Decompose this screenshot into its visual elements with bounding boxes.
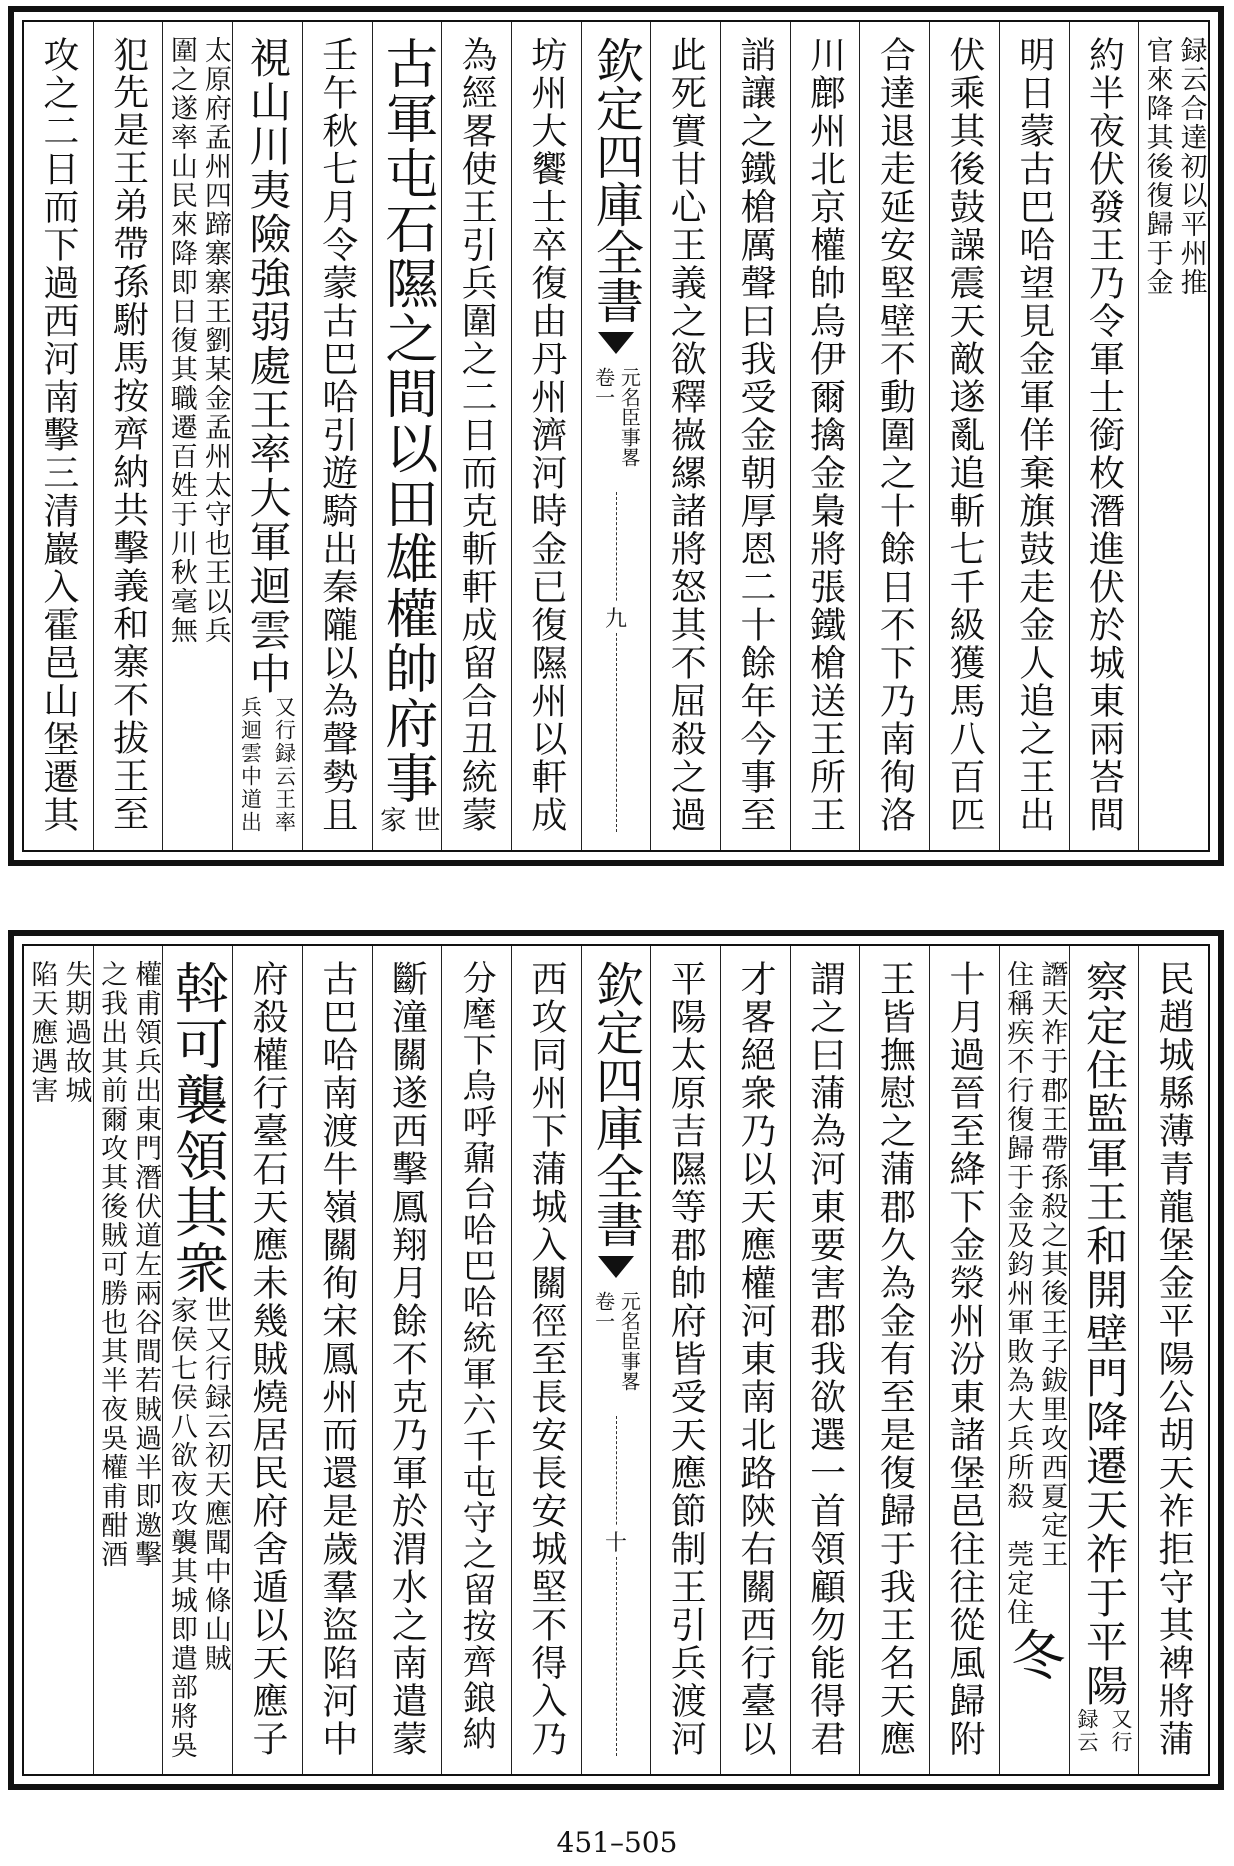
main-text: 十月過晉至絳下金滎州汾東諸堡邑往往從風歸附: [944, 960, 986, 1758]
center-fold-column: [581, 22, 651, 850]
text-column: [1138, 946, 1208, 1774]
column-text: [163, 960, 232, 1768]
column-text: [930, 960, 999, 1768]
column-text: [233, 36, 302, 844]
book-name-label: 元名臣事畧: [617, 1291, 642, 1391]
annotation-note: [164, 1296, 232, 1325]
volume-label: 卷一: [591, 1291, 616, 1331]
annotation-note: [234, 696, 302, 834]
text-column: [372, 946, 442, 1774]
annotation-right-line: 譖天祚于郡王帶孫殺之其後王子鈸里攻西夏定: [1036, 960, 1068, 1540]
main-text: 明日蒙古巴哈望見金軍佯棄旗鼓走金人追之王出: [1013, 36, 1055, 834]
top-page-frame: [22, 20, 1210, 852]
main-text: 誚讓之鐵槍厲聲曰我受金朝厚恩二十餘年今事至: [734, 36, 776, 834]
column-text: [442, 960, 511, 1768]
main-text: 西攻同州下蒲城入關徑至長安長安城堅不得入乃: [525, 960, 567, 1758]
column-text: [1000, 960, 1069, 1768]
main-text: 約半夜伏發王乃令軍士銜枚潛進伏於城東兩峇間: [1083, 36, 1125, 834]
main-text: 犯: [107, 36, 149, 73]
text-column: [24, 946, 93, 1774]
column-text: [1000, 36, 1069, 844]
main-text: 壬午秋七月令蒙古巴哈引遊騎出秦隴以為聲勢且: [316, 36, 358, 834]
annotation-right-line: 太原府孟州四蹄寨寨王劉某金孟州太守也王以兵: [199, 36, 231, 645]
text-column: [441, 946, 511, 1774]
column-text: [442, 36, 511, 844]
text-column: [999, 946, 1069, 1774]
main-text: 王皆撫慰之蒲郡久為金有至是復歸于我王名天應: [874, 960, 916, 1758]
text-column: [162, 22, 232, 850]
main-text: 平陽太原吉隰等郡帥府皆受天應節制王引兵渡河: [665, 960, 707, 1758]
book-title: 欽定四庫全書: [587, 960, 644, 1248]
annotation-right-line: 世: [199, 1296, 231, 1325]
column-text: [163, 36, 232, 844]
column-text: [860, 36, 929, 844]
text-column: [999, 22, 1069, 850]
text-column: [162, 946, 232, 1774]
annotation-right-line: 又行: [1108, 1708, 1133, 1754]
bottom-page-columns: [24, 946, 1208, 1774]
column-text: [303, 960, 372, 1768]
text-column: [93, 946, 163, 1774]
text-column: [1069, 22, 1139, 850]
column-text: [512, 36, 581, 844]
column-text: [721, 960, 790, 1768]
text-column: [372, 22, 442, 850]
text-column: [929, 22, 999, 850]
center-fold-column: [581, 946, 651, 1774]
annotation-note: [24, 960, 92, 1105]
annotation-left-line: 圍之遂率山民來降即日復其職遷百姓于川秋毫無: [165, 36, 197, 645]
main-text: 古軍屯石隰之間以田雄權帥府事: [376, 36, 438, 806]
fold-rule: [616, 1416, 617, 1756]
text-column: [859, 22, 929, 850]
column-text: [721, 36, 790, 844]
annotation-left-line: 家: [165, 1296, 197, 1325]
main-text: 坊州大饗士卒復由丹州濟河時金已復隰州以軒成: [525, 36, 567, 834]
annotation-note: [94, 960, 162, 1569]
annotation-right-line: 又行録云初天應聞中條山賊: [199, 1325, 231, 1673]
main-text: 民趙城縣薄青龍堡金平陽公胡天祚拒守其裨將蒲: [1153, 960, 1195, 1758]
main-text: 冬: [1002, 1627, 1066, 1683]
annotation-left-line: 兵迴雲中道出: [238, 696, 263, 834]
fold-rule: [616, 492, 617, 832]
annotation-right-line: 權甫領兵出東門潛伏道左兩谷間若賊過半即邀擊: [130, 960, 162, 1569]
main-text: 合達退走延安堅壁不動圍之十餘日不下乃南徇洛: [874, 36, 916, 834]
annotation-note: [164, 36, 232, 645]
text-column: [720, 946, 790, 1774]
main-text: 斡可襲領其衆: [166, 960, 230, 1296]
text-column: [232, 22, 302, 850]
annotation-right-line: 失期過故城: [60, 960, 92, 1105]
main-text: 伏乘其後鼓譟震天敵遂亂追斬七千級獲馬八百匹: [944, 36, 986, 834]
main-text: 攻之二日而下過西河南擊三清巖入霍邑山堡遷其: [37, 36, 79, 834]
volume-label: 卷一: [591, 367, 616, 407]
text-column: [650, 946, 720, 1774]
fish-tail-mark: [598, 332, 634, 354]
text-column: [511, 946, 581, 1774]
annotation-note: [1000, 1540, 1068, 1627]
text-column: [302, 22, 372, 850]
main-text: 川鄜州北京權帥烏伊爾擒金梟將張鐵槍送王所王: [804, 36, 846, 834]
annotation-note: [164, 1325, 232, 1760]
main-text: 察定住監軍王和開壁門降遷天祚于平陽: [1079, 960, 1129, 1708]
main-text: 斷潼關遂西擊鳳翔月餘不克乃軍於渭水之南遣蒙: [386, 960, 428, 1758]
annotation-left-line: 家: [374, 806, 406, 835]
column-text: [373, 960, 442, 1768]
annotation-note: [1000, 960, 1068, 1540]
main-text: 為經畧使王引兵圍之二日而克斬軒成留合丑統蒙: [456, 36, 498, 834]
text-column: [859, 946, 929, 1774]
annotation-left-line: 陷天應遇害: [26, 960, 58, 1105]
column-text: [1139, 36, 1208, 844]
page-number-footer: 451–505: [556, 1826, 678, 1859]
annotation-note: [373, 806, 441, 835]
leaf-number: 十: [605, 1526, 627, 1557]
text-column: [24, 22, 93, 850]
main-text: 府殺權行臺石天應未幾賊燒居民府舍遁以天應子: [247, 960, 289, 1758]
main-text: 謂之曰蒲為河東要害郡我欲選一首領顧勿能得君: [804, 960, 846, 1758]
annotation-right-line: 王: [1036, 1540, 1068, 1569]
column-text: [860, 960, 929, 1768]
text-column: [790, 22, 860, 850]
book-title: 欽定四庫全書: [587, 36, 644, 324]
column-text: [1139, 960, 1208, 1768]
column-text: [303, 36, 372, 844]
text-column: [790, 946, 860, 1774]
column-text: [94, 36, 163, 844]
text-column: [929, 946, 999, 1774]
annotation-left-line: 莞定住: [1002, 1540, 1034, 1627]
column-text: [373, 36, 442, 844]
annotation-left-line: 之我出其前爾攻其後賊可勝也其半夜吳權甫酣酒: [96, 960, 128, 1569]
annotation-left-line: 官來降其後復歸于金: [1141, 36, 1173, 297]
main-text: 此死實甘心王義之欲釋嶶縲諸將怒其不屈殺之過: [665, 36, 707, 834]
column-text: [1070, 960, 1139, 1768]
text-column: [93, 22, 163, 850]
main-text: 古巴哈南渡牛嶺關徇宋鳳州而還是歲羣盜陷河中: [316, 960, 358, 1758]
column-text: [651, 36, 720, 844]
top-page: [8, 6, 1224, 866]
main-text: 視山川夷險強弱處王率大軍迴雲中: [243, 36, 293, 696]
bottom-page: [8, 930, 1224, 1790]
text-column: [302, 946, 372, 1774]
main-text: 分麾下烏呼鼐台哈巴哈統軍六千屯守之留按齊鋃納: [456, 960, 497, 1752]
annotation-left-line: 録云: [1074, 1708, 1099, 1754]
bottom-page-frame: [22, 944, 1210, 1776]
main-text: 才畧絕衆乃以天應權河東南北路陝右關西行臺以: [734, 960, 776, 1758]
column-text: [512, 960, 581, 1768]
text-column: [232, 946, 302, 1774]
main-text: 先是王弟帶孫駙馬按齊納共擊義和寨不拔王至: [107, 73, 149, 833]
column-text: [651, 960, 720, 1768]
column-text: [233, 960, 302, 1768]
text-column: [441, 22, 511, 850]
column-text: [24, 36, 93, 844]
column-text: [791, 960, 860, 1768]
text-column: [720, 22, 790, 850]
text-column: [1138, 22, 1208, 850]
annotation-note: [1140, 36, 1208, 297]
leaf-number: 九: [605, 602, 627, 633]
fish-tail-mark: [598, 1256, 634, 1278]
column-text: [791, 36, 860, 844]
annotation-note: [1070, 1708, 1138, 1754]
text-column: [650, 22, 720, 850]
annotation-right-line: 世: [408, 806, 440, 835]
annotation-left-line: 住稱疾不行復歸于金及鈞州軍敗為大兵所殺: [1002, 960, 1034, 1511]
text-column: [1069, 946, 1139, 1774]
text-column: [511, 22, 581, 850]
column-text: [1070, 36, 1139, 844]
book-name-label: 元名臣事畧: [617, 367, 642, 467]
column-text: [930, 36, 999, 844]
annotation-left-line: 侯七侯八欲夜攻襲其城即遣部將吳: [165, 1325, 197, 1760]
annotation-right-line: 録云合達初以平州推: [1175, 36, 1207, 297]
top-page-columns: [24, 22, 1208, 850]
annotation-right-line: 又行録云王率: [272, 696, 297, 834]
column-text: [24, 960, 93, 1768]
column-text: [94, 960, 163, 1768]
